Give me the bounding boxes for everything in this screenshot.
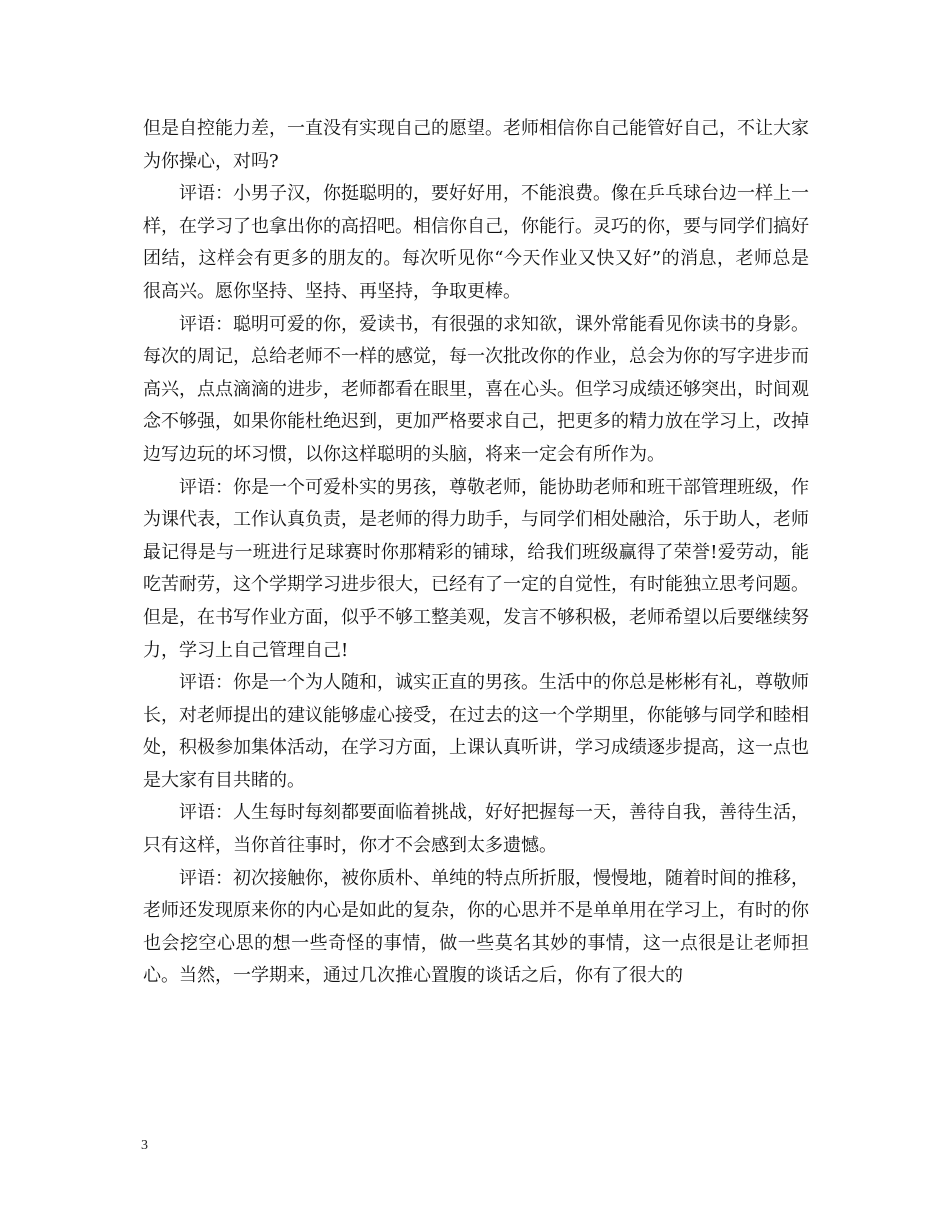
document-body: [143, 113, 809, 993]
paragraph-5: 评语：你是一个为人随和，诚实正直的男孩。生活中的你总是彬彬有礼，尊敬师长，对老师提出的建议能够虚心接受，在过去的这一个学期里，你能够与同学和睦相处，积极参加集体活动，在学习方面，上课认真听讲，学习成绩逐步提高，这一点也是大家有目共睹的。: [143, 672, 809, 791]
paragraph-1: 但是自控能力差，一直没有实现自己的愿望。老师相信你自己能管好自己，不让大家为你操心，对吗?: [143, 118, 809, 172]
paragraph-4: 评语：你是一个可爱朴实的男孩，尊敬老师，能协助老师和班干部管理班级，作为课代表，工作认真负责，是老师的得力助手，与同学们相处融洽，乐于助人，老师最记得是与一班进行足球赛时你那精彩的铺球，给我们班级赢得了荣誉!爱劳动，能吃苦耐劳，这个学期学习进步很大，已经有了一定的自觉性，有时能独立思考问题。但是，在书写作业方面，似乎不够工整美观，发言不够积极，老师希望以后要继续努力，学习上自己管理自己!: [143, 476, 809, 661]
page-number: 3: [141, 1138, 148, 1153]
paragraph-7: 评语：初次接触你，被你质朴、单纯的特点所折服，慢慢地，随着时间的推移，老师还发现原来你的内心是如此的复杂，你的心思并不是单单用在学习上，有时的你也会挖空心思的想一些奇怪的事情，做一些莫名其妙的事情，这一点很是让老师担心。当然，一学期来，通过几次推心置腹的谈话之后，你有了很大的: [143, 867, 809, 987]
paragraph-6: 评语：人生每时每刻都要面临着挑战，好好把握每一天，善待自我，善待生活，只有这样，当你首往事时，你才不会感到太多遗憾。: [143, 802, 809, 857]
paragraph-2: 评语：小男子汉，你挺聪明的，要好好用，不能浪费。像在乒乓球台边一样上一样，在学习了也拿出你的高招吧。相信你自己，你能行。灵巧的你，要与同学们搞好团结，这样会有更多的朋友的。每次听见你“今天作业又快又好”的消息，老师总是很高兴。愿你坚持、坚持、再坚持，争取更棒。: [143, 183, 809, 302]
paragraph-3: 评语：聪明可爱的你，爱读书，有很强的求知欲，课外常能看见你读书的身影。每次的周记，总给老师不一样的感觉，每一次批改你的作业，总会为你的写字进步而高兴，点点滴滴的进步，老师都看在眼里，喜在心头。但学习成绩还够突出，时间观念不够强，如果你能杜绝迟到，更加严格要求自己，把更多的精力放在学习上，改掉边写边玩的坏习惯，以你这样聪明的头脑，将来一定会有所作为。: [143, 313, 809, 465]
